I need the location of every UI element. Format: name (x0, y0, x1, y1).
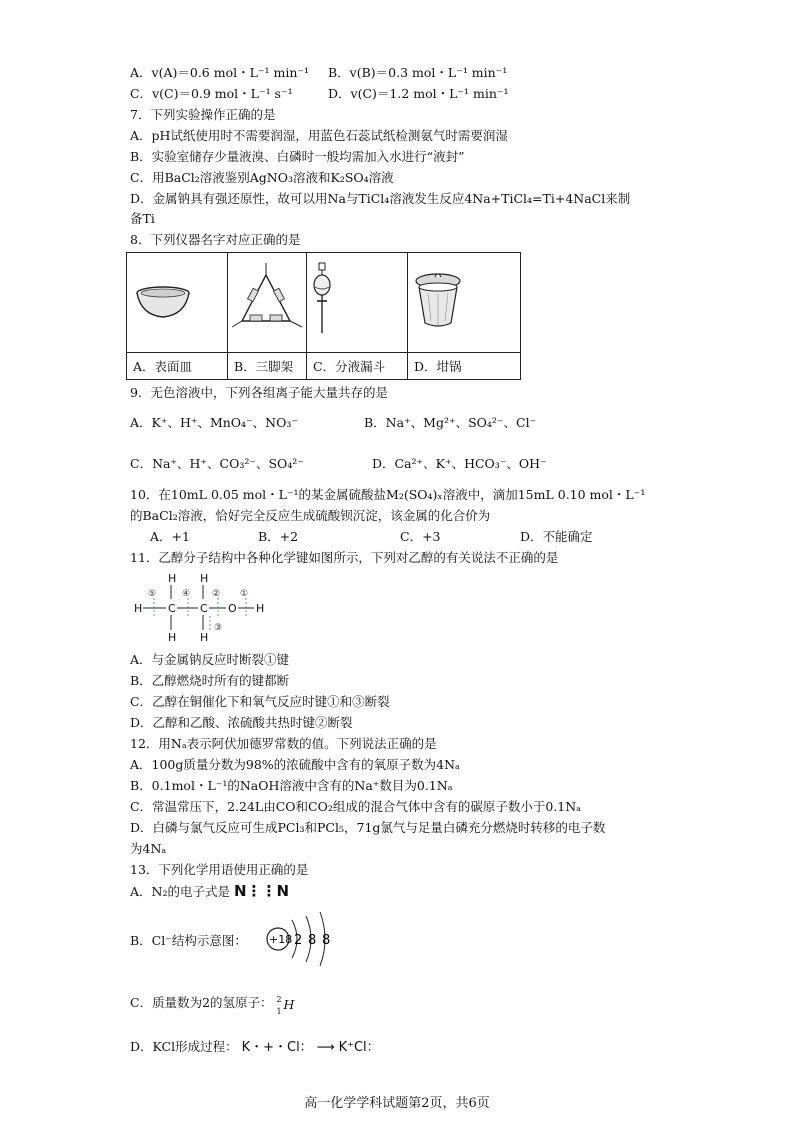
atom-o: O (228, 602, 237, 615)
q11-option-a: A．与金属钠反应时断裂①键 (130, 652, 290, 667)
q10-option-a: A．+1 (150, 529, 190, 544)
q9-option-d: D．Ca²⁺、K⁺、HCO₃⁻、OH⁻ (372, 456, 547, 471)
bond-label-2: ② (212, 589, 221, 599)
q12-option-a: A．100g质量分数为98%的浓硫酸中含有的氧原子数为4Nₐ (130, 757, 460, 772)
atom-h-top1: H (168, 572, 177, 585)
q10-option-c: C．+3 (400, 529, 441, 544)
q12-option-c: C．常温常压下，2.24L由CO和CO₂组成的混合气体中含有的碳原子数小于0.1Nₐ (130, 799, 581, 814)
atom-h-top2: H (200, 572, 209, 585)
q6-option-d: D．v(C)＝1.2 mol・L⁻¹ min⁻¹ (328, 86, 509, 101)
q9-stem: 9．无色溶液中，下列各组离子能大量共存的是 (130, 385, 388, 400)
q8-stem: 8．下列仪器名字对应正确的是 (130, 232, 301, 247)
q13-option-b (130, 932, 247, 950)
q11-option-c: C．乙醇在铜催化下和氧气反应时键①和③断裂 (130, 694, 390, 709)
nucleus-charge: +18 (269, 933, 293, 946)
apparatus-label-c: C．分液漏斗 (307, 353, 408, 380)
shell-2-electrons: 8 (308, 933, 317, 948)
kcl-left-side: K・+・Cl： (241, 1040, 313, 1055)
atom-h-bottom1: H (168, 631, 177, 644)
bond-label-4: ④ (182, 589, 191, 599)
ethanol-bond-diagram (130, 568, 270, 644)
q7-option-d-line2: 备Ti (130, 211, 155, 226)
q13-option-d-prefix: D．KCl形成过程： (130, 1039, 238, 1054)
q11-option-b: B．乙醇燃烧时所有的键都断 (130, 673, 290, 688)
q9-option-a: A．K⁺、H⁺、MnO₄⁻、NO₃⁻ (130, 415, 298, 430)
q9-option-b: B．Na⁺、Mg²⁺、SO₄²⁻、Cl⁻ (364, 415, 537, 430)
chloride-ion-structure-diagram (262, 906, 342, 966)
isotope-element: H (283, 996, 295, 1012)
q13-option-d (130, 1038, 380, 1057)
q13-option-c-prefix: C．质量数为2的氢原子： (130, 995, 273, 1010)
q12-option-b: B．0.1mol・L⁻¹的NaOH溶液中含有的Na⁺数目为0.1Nₐ (130, 778, 453, 793)
evaporating-dish-image (127, 253, 228, 353)
shell-3-electrons: 8 (322, 933, 331, 948)
q7-stem: 7．下列实验操作正确的是 (130, 107, 276, 122)
q7-option-b: B．实验室储存少量液溴、白磷时一般均需加入水进行“液封” (130, 149, 465, 164)
q7-option-a: A．pH试纸使用时不需要润湿，用蓝色石蕊试纸检测氨气时需要润湿 (130, 128, 508, 143)
crucible-image (408, 253, 521, 353)
page-footer: 高一化学学科试题第2页，共6页 (304, 1096, 490, 1111)
hydrogen-isotope-symbol (276, 994, 299, 1016)
q6-option-c: C．v(C)＝0.9 mol・L⁻¹ s⁻¹ (130, 86, 293, 101)
q12-option-d-line2: 为4Nₐ (130, 841, 167, 856)
apparatus-label-a: A．表面皿 (127, 353, 228, 380)
q10-option-d: D．不能确定 (520, 529, 593, 544)
kcl-right-side: K⁺Cl： (338, 1040, 380, 1055)
q10-option-b: B．+2 (258, 529, 299, 544)
apparatus-table (126, 252, 521, 380)
separatory-funnel-image (307, 253, 408, 353)
n2-electron-formula: N⋮⋮N (233, 882, 290, 900)
bond-label-5: ⑤ (148, 589, 157, 599)
shell-1-electrons: 2 (294, 933, 303, 948)
q13-option-a-prefix: A．N₂的电子式是 (130, 884, 230, 899)
q13-stem: 13．下列化学用语使用正确的是 (130, 862, 309, 877)
atom-c1: C (168, 602, 176, 615)
q7-option-d-line1: D．金属钠具有强还原性，故可以用Na与TiCl₄溶液发生反应4Na+TiCl₄=Ti+4NaCl来制 (130, 191, 631, 206)
bond-label-3: ③ (214, 623, 223, 633)
isotope-atomic-number: 1 (276, 1006, 282, 1016)
reaction-arrow-icon: ⟶ (316, 1039, 335, 1054)
atom-h-right: H (256, 602, 265, 615)
q13-option-b-prefix: B．Cl⁻结构示意图： (130, 933, 247, 948)
q10-stem-line2: 的BaCl₂溶液，恰好完全反应生成硫酸钡沉淀，该金属的化合价为 (130, 508, 491, 523)
q13-option-c (130, 994, 299, 1016)
atom-h-bottom2: H (200, 631, 209, 644)
bond-label-1: ① (240, 589, 249, 599)
apparatus-label-d: D．坩锅 (408, 353, 521, 380)
q6-option-a: A．v(A)＝0.6 mol・L⁻¹ min⁻¹ (130, 65, 309, 80)
q7-option-c: C．用BaCl₂溶液鉴别AgNO₃溶液和K₂SO₄溶液 (130, 170, 394, 185)
q11-stem: 11．乙醇分子结构中各种化学键如图所示，下列对乙醇的有关说法不正确的是 (130, 550, 559, 565)
q9-option-c: C．Na⁺、H⁺、CO₃²⁻、SO₄²⁻ (130, 456, 304, 471)
clay-triangle-image (228, 253, 307, 353)
q12-stem: 12．用Nₐ表示阿伏加德罗常数的值。下列说法正确的是 (130, 736, 437, 751)
isotope-mass-number: 2 (276, 994, 282, 1004)
apparatus-label-b: B．三脚架 (228, 353, 307, 380)
q10-stem-line1: 10．在10mL 0.05 mol・L⁻¹的某金属硫酸盐M₂(SO₄)ₓ溶液中，滴加15mL 0.10 mol・L⁻¹ (130, 487, 646, 502)
atom-h-left: H (134, 602, 143, 615)
atom-c2: C (200, 602, 208, 615)
q12-option-d-line1: D．白磷与氯气反应可生成PCl₃和PCl₅，71g氯气与足量白磷充分燃烧时转移的电子数 (130, 820, 606, 835)
q6-option-b: B．v(B)＝0.3 mol・L⁻¹ min⁻¹ (328, 65, 508, 80)
q13-option-a (130, 882, 289, 901)
q11-option-d: D．乙醇和乙酸、浓硫酸共热时键②断裂 (130, 715, 353, 730)
